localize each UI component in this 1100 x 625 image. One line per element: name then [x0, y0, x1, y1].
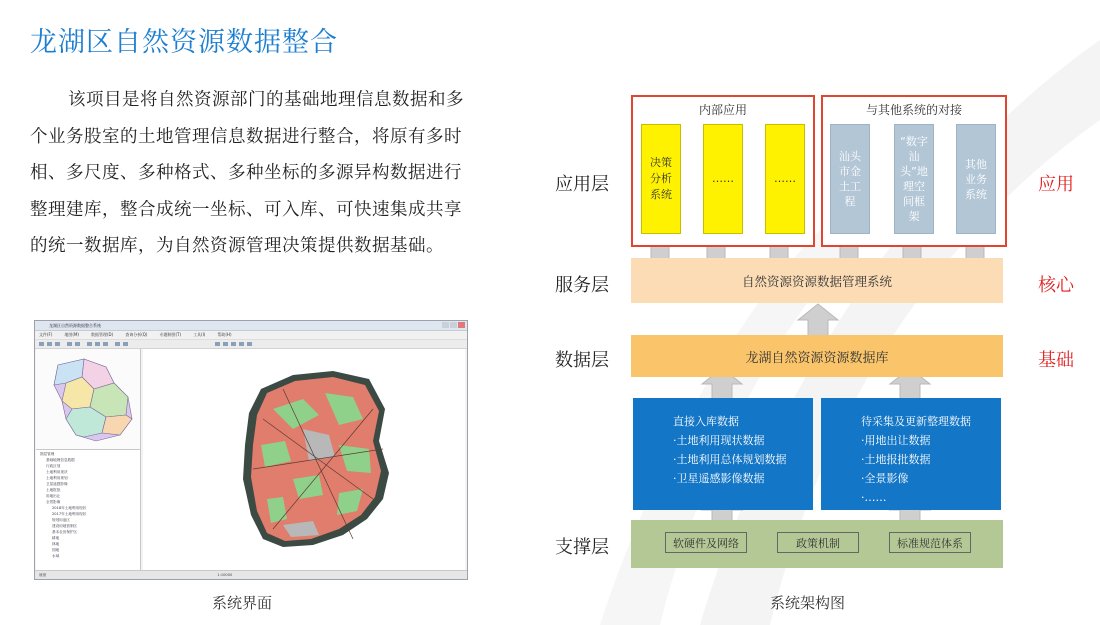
right-caption: 系统架构图 — [770, 594, 846, 612]
tree-item[interactable]: 图层管理 — [40, 452, 55, 456]
ext-digital-shantou-label: “数字汕头”地理空间框架 — [900, 135, 928, 223]
ext-other-systems-label: 其他业务系统 — [965, 157, 987, 201]
ext-jintu-project — [830, 124, 870, 234]
up-arrow — [798, 304, 838, 338]
app-placeholder-label: …… — [712, 172, 734, 185]
status-text: 就绪 — [39, 573, 47, 577]
data-layer-band — [631, 335, 1003, 377]
right-label-core: 核心 — [1038, 275, 1074, 296]
tree-item[interactable]: 基本农田保护区 — [52, 530, 78, 534]
data-layer-label: 龙湖自然资源资源数据库 — [745, 350, 889, 366]
menu-item[interactable]: 地图(M) — [64, 332, 79, 337]
page-title: 龙湖区自然资源数据整合 — [30, 27, 338, 58]
layer-label-service: 服务层 — [555, 275, 609, 296]
menu-item[interactable]: 查询分析(Q) — [125, 332, 148, 337]
ext-other-systems — [956, 124, 996, 234]
scale-text: 1:10000 — [217, 573, 233, 577]
support-policy — [777, 532, 859, 553]
layer-label-support: 支撑层 — [555, 537, 609, 558]
tree-item[interactable]: 2018年土地利用现状 — [52, 506, 87, 510]
ext-jintu-project-label: 汕头市金土工程 — [839, 150, 861, 208]
tree-item[interactable]: 卫星遥感影像 — [46, 482, 68, 486]
menu-item[interactable]: 专题制图(T) — [159, 332, 182, 337]
internal-apps-title: 内部应用 — [698, 103, 747, 117]
menu-item[interactable]: 数据管理(D) — [91, 332, 114, 337]
pending-data-box — [821, 398, 1001, 510]
tree-item[interactable]: 土地利用现状 — [46, 470, 68, 474]
tree-item[interactable]: 耕地 — [52, 536, 60, 540]
right-label-foundation: 基础 — [1038, 350, 1074, 371]
external-systems-title: 与其他系统的对接 — [865, 103, 962, 117]
description-paragraph: 该项目是将自然资源部门的基础地理信息数据和多个业务股室的土地管理信息数据进行整合，将原有多时相、多尺度、多种格式、多种坐标的多源异构数据进行整理建库，整合成统一坐标、可入库、可快速集成共享的统一数据库，为自然资源管理决策提供数据基础。 — [30, 90, 464, 256]
tree-item[interactable]: 基础地理信息数据 — [46, 458, 75, 462]
tree-item[interactable]: 园地 — [52, 548, 60, 552]
screenshot-window-title: 龙湖区自然资源数据整合系统 — [49, 323, 101, 328]
tree-item[interactable]: 行政区划 — [46, 464, 61, 468]
data-source-item: ·土地报批数据 — [861, 453, 931, 466]
tree-item[interactable]: 建设用地管制区 — [52, 524, 78, 528]
data-source-item: ·卫星遥感影像数据 — [673, 472, 765, 485]
layer-label-data: 数据层 — [555, 350, 609, 371]
left-caption: 系统界面 — [212, 594, 273, 612]
menu-item[interactable]: 文件(F) — [39, 332, 53, 337]
support-standards-label: 标准规范体系 — [897, 536, 963, 550]
app-placeholder — [765, 124, 805, 234]
data-source-item: ·…… — [861, 491, 887, 504]
app-decision-analysis-label: 决策分析系统 — [650, 156, 672, 201]
tree-item[interactable]: 全景影像 — [46, 500, 61, 504]
service-layer-label: 自然资源资源数据管理系统 — [741, 273, 892, 289]
data-source-item: ·全景影像 — [861, 472, 909, 485]
support-policy-label: 政策机制 — [796, 536, 840, 550]
data-source-item: ·土地利用现状数据 — [673, 434, 765, 447]
app-placeholder — [703, 124, 743, 234]
tree-item[interactable]: 土地报批 — [46, 488, 61, 492]
ext-digital-shantou — [894, 124, 934, 234]
direct-import-box — [633, 398, 813, 510]
service-layer-band — [631, 258, 1003, 303]
tree-item[interactable]: 用地出让 — [46, 494, 61, 498]
menu-item[interactable]: 帮助(H) — [217, 332, 232, 337]
direct-import-title: 直接入库数据 — [673, 415, 739, 428]
right-label-application: 应用 — [1038, 174, 1074, 195]
tree-item[interactable]: 土地利用规划 — [46, 476, 68, 480]
app-decision-analysis — [641, 124, 681, 234]
support-hardware-network-label: 软硬件及网络 — [673, 536, 739, 550]
data-source-item: ·土地利用总体规划数据 — [673, 453, 787, 466]
support-standards — [889, 532, 971, 553]
support-hardware-network — [665, 532, 747, 553]
tree-item[interactable]: 2017年土地利用现状 — [52, 512, 87, 516]
tree-item[interactable]: 林地 — [52, 542, 60, 546]
layer-label-application: 应用层 — [555, 174, 609, 195]
data-source-item: ·用地出让数据 — [861, 434, 931, 447]
pending-data-title: 待采集及更新整理数据 — [861, 415, 971, 428]
app-placeholder-label: …… — [774, 172, 796, 185]
tree-item[interactable]: 水域 — [52, 554, 60, 558]
menu-item[interactable]: 工具(I) — [193, 332, 206, 337]
tree-item[interactable]: 规划用途区 — [52, 518, 70, 522]
